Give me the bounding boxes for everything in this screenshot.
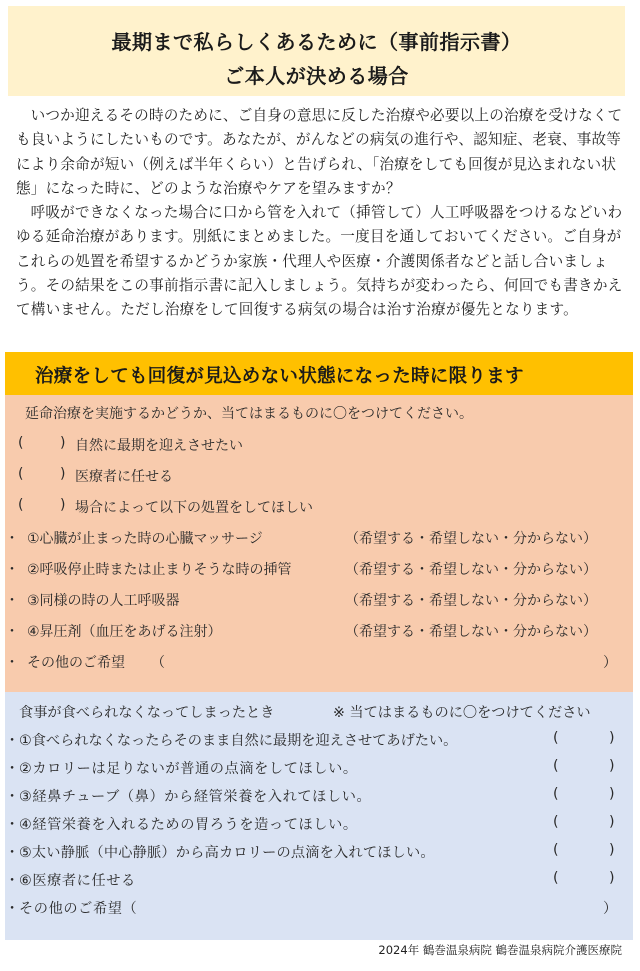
procedure-label: ②呼吸停止時または止まりそうな時の挿管 bbox=[27, 562, 292, 578]
choice-blank-open[interactable]: ( bbox=[18, 435, 24, 451]
procedure-options[interactable]: （希望する・希望しない・分からない） bbox=[345, 624, 597, 640]
condition-banner bbox=[5, 352, 633, 395]
other-wishes-label: その他のご希望 bbox=[27, 655, 125, 671]
nutrition-label: ②カロリーは足りないが普通の点滴をしてほしい。 bbox=[19, 761, 358, 777]
nutrition-blank-close[interactable]: ) bbox=[609, 814, 615, 830]
nutrition-blank-open[interactable]: ( bbox=[553, 870, 559, 886]
bullet: ・ bbox=[5, 593, 19, 609]
document-title: 最期まで私らしくあるために（事前指示書） bbox=[111, 30, 522, 54]
nutrition-label: ⑤太い静脈（中心静脈）から高カロリーの点滴を入れてほしい。 bbox=[19, 845, 435, 861]
procedure-label: ①心臓が止まった時の心臓マッサージ bbox=[27, 531, 263, 547]
nutrition-note: ※ 当てはまるものに〇をつけてください bbox=[333, 705, 591, 721]
choice-blank-close[interactable]: ) bbox=[60, 435, 66, 451]
document-header bbox=[8, 6, 625, 96]
bullet: ・ bbox=[5, 562, 19, 578]
bullet: ・ bbox=[5, 845, 20, 861]
nutrition-other-close: ） bbox=[603, 901, 618, 917]
nutrition-heading: 食事が食べられなくなってしまったとき bbox=[19, 705, 275, 721]
other-wishes-open: （ bbox=[151, 655, 165, 671]
document-subtitle: ご本人が決める場合 bbox=[224, 64, 409, 88]
bullet: ・ bbox=[5, 901, 20, 917]
choice-blank-close[interactable]: ) bbox=[60, 466, 66, 482]
choice-blank-open[interactable]: ( bbox=[18, 466, 24, 482]
nutrition-label: ①食べられなくなったらそのまま自然に最期を迎えさせてあげたい。 bbox=[19, 733, 458, 749]
procedure-label: ③同様の時の人工呼吸器 bbox=[27, 593, 180, 609]
choice-blank-open[interactable]: ( bbox=[18, 497, 24, 513]
nutrition-other-input[interactable] bbox=[175, 896, 595, 918]
choice-label: 場合によって以下の処置をしてほしい bbox=[75, 500, 313, 516]
nutrition-blank-close[interactable]: ) bbox=[609, 758, 615, 774]
nutrition-label: ⑥医療者に任せる bbox=[19, 873, 136, 889]
bullet: ・ bbox=[5, 873, 20, 889]
bullet: ・ bbox=[5, 789, 20, 805]
bullet: ・ bbox=[5, 817, 20, 833]
intro-paragraph-2: 呼吸ができなくなった場合に口から管を入れて（挿管して）人工呼吸器をつけるなどいわゆる延命治療があります。別紙にまとめました。一度目を通しておいてください。ご自身がこれらの処置を希望するかどうか家族・代理人や医療・介護関係者などと話し合いましょう。その結果をこの事前指示書に記入しましょう。気持ちが変わったら、何回でも書きかえて構いません。ただし治療をして回復する病気の場合は治す治療が優先となります。 bbox=[16, 204, 623, 319]
life-support-instruction: 延命治療を実施するかどうか、当てはまるものに〇をつけてください。 bbox=[25, 406, 473, 422]
condition-banner-title: 治療をしても回復が見込めない状態になった時に限ります bbox=[35, 366, 524, 387]
procedure-options[interactable]: （希望する・希望しない・分からない） bbox=[345, 593, 597, 609]
bullet: ・ bbox=[5, 655, 19, 671]
intro-text bbox=[16, 104, 628, 323]
bullet: ・ bbox=[5, 733, 20, 749]
nutrition-label: ③経鼻チューブ（鼻）から経管栄養を入れてほしい。 bbox=[19, 789, 372, 805]
procedure-options[interactable]: （希望する・希望しない・分からない） bbox=[345, 562, 597, 578]
other-wishes-close: ） bbox=[603, 655, 617, 671]
nutrition-blank-open[interactable]: ( bbox=[553, 758, 559, 774]
bullet: ・ bbox=[5, 624, 19, 640]
nutrition-blank-close[interactable]: ) bbox=[609, 842, 615, 858]
nutrition-blank-open[interactable]: ( bbox=[553, 786, 559, 802]
choice-blank-close[interactable]: ) bbox=[60, 497, 66, 513]
nutrition-blank-close[interactable]: ) bbox=[609, 786, 615, 802]
nutrition-section bbox=[5, 692, 633, 940]
footer-credit: 2024年 鶴巻温泉病院 鶴巻温泉病院介護医療院 bbox=[378, 943, 622, 957]
nutrition-label: ④経管栄養を入れるための胃ろうを造ってほしい。 bbox=[19, 817, 358, 833]
nutrition-blank-close[interactable]: ) bbox=[609, 730, 615, 746]
nutrition-other-label: その他のご希望（ bbox=[19, 901, 138, 917]
nutrition-blank-close[interactable]: ) bbox=[609, 870, 615, 886]
bullet: ・ bbox=[5, 531, 19, 547]
life-support-section bbox=[5, 395, 633, 692]
bullet: ・ bbox=[5, 761, 20, 777]
choice-label: 自然に最期を迎えさせたい bbox=[75, 438, 243, 454]
other-wishes-input[interactable] bbox=[171, 650, 601, 672]
procedure-label: ④昇圧剤（血圧をあげる注射） bbox=[27, 624, 222, 640]
intro-paragraph-1: いつか迎えるその時のために、ご自身の意思に反した治療や必要以上の治療を受けなくても良いようにしたいものです。あなたが、がんなどの病気の進行や、認知症、老衰、事故等により余命が短い（例えば半年くらい）と告げられ、「治療をしても回復が見込まれない状態」になった時に、どのような治療やケアを望みますか？ bbox=[16, 107, 623, 197]
nutrition-blank-open[interactable]: ( bbox=[553, 842, 559, 858]
nutrition-blank-open[interactable]: ( bbox=[553, 730, 559, 746]
choice-label: 医療者に任せる bbox=[75, 469, 173, 485]
procedure-options[interactable]: （希望する・希望しない・分からない） bbox=[345, 531, 597, 547]
nutrition-blank-open[interactable]: ( bbox=[553, 814, 559, 830]
